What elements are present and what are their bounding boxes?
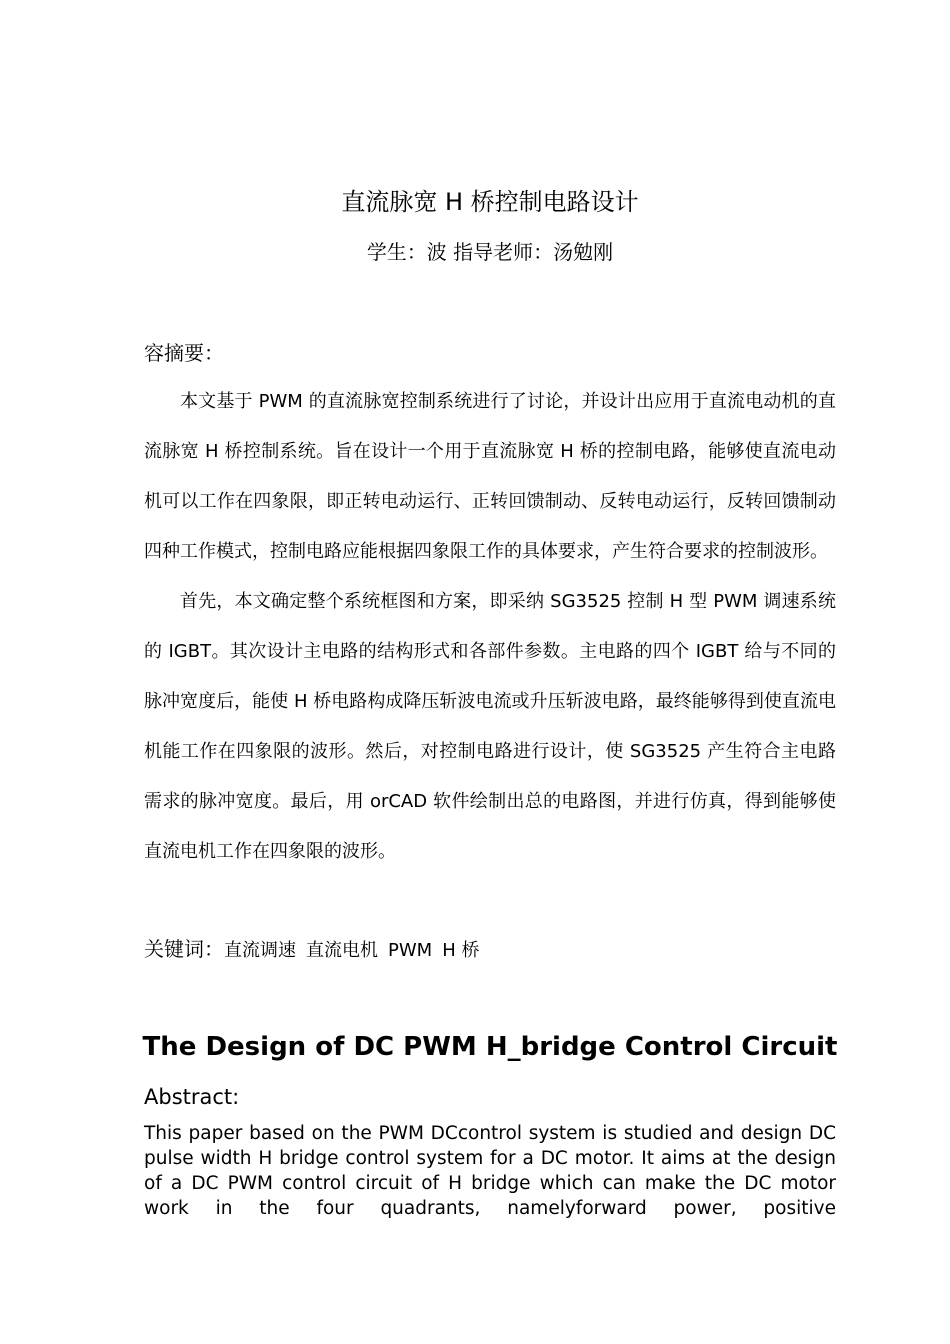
keywords-label: 关键词： (144, 937, 224, 961)
english-title: The Design of DC PWM H_bridge Control Circuit (142, 1032, 838, 1062)
english-abstract-body: This paper based on the PWM DCcontrol system is studied and design DC pulse width H bridge control system for a DC motor. It aims at the design of a DC PWM control circuit of H bridge which can make the DC motor work in the four quadrants, namelyforward power, positive (144, 1123, 836, 1219)
abstract-heading: 容摘要： (144, 341, 224, 365)
abstract-paragraph-1: 本文基于 PWM 的直流脉宽控制系统进行了讨论，并设计出应用于直流电动机的直流脉宽 H 桥控制系统。旨在设计一个用于直流脉宽 H 桥的控制电路，能够使直流电动机可以工作在四象限，即正转电动运行、正转回馈制动、反转电动运行，反转回馈制动四种工作模式，控制电路应能根据四象限工作的具体要求，产生符合要求的控制波形。 (144, 391, 836, 562)
keywords-line (144, 934, 489, 966)
abstract-paragraph-2: 首先，本文确定整个系统框图和方案，即采纳 SG3525 控制 H 型 PWM 调速系统的 IGBT。其次设计主电路的结构形式和各部件参数。主电路的四个 IGBT 给与不同的脉冲宽度后，能使 H 桥电路构成降压斩波电流或升压斩波电路，最终能够得到使直流电机能工作在四象限的波形。然后，对控制电路进行设计，使 SG3525 产生符合主电路需求的脉冲宽度。最后，用 orCAD 软件绘制出总的电路图，并进行仿真，得到能够使直流电机工作在四象限的波形。 (144, 591, 836, 862)
keyword: 直流电机 (306, 940, 378, 961)
keyword: H 桥 (442, 940, 480, 961)
english-abstract-heading: Abstract: (144, 1085, 240, 1109)
chinese-abstract-body (144, 377, 836, 877)
author-line: 学生：波 指导老师：汤勉刚 (366, 240, 614, 264)
keyword: 直流调速 (224, 940, 296, 961)
keyword: PWM (388, 940, 433, 961)
document-title: 直流脉宽 H 桥控制电路设计 (341, 188, 639, 216)
